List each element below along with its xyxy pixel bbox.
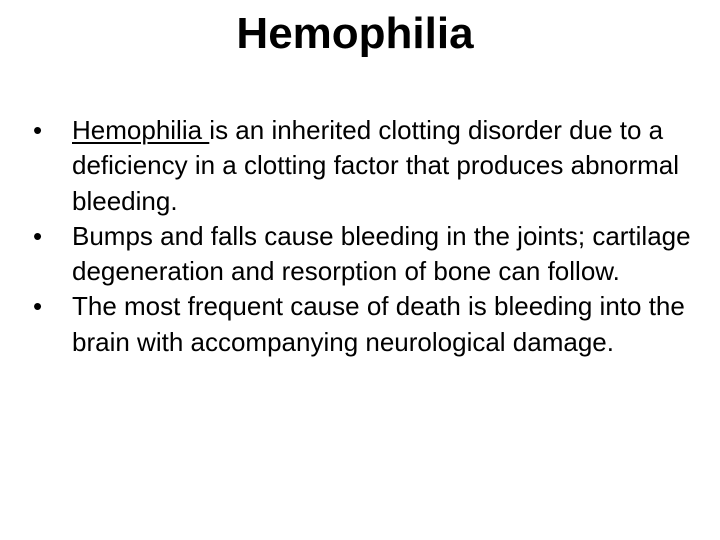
bullet-text: Bumps and falls cause bleeding in the joints; cartilage degeneration and resorption of bone can follow.	[72, 220, 691, 287]
bullet-item	[33, 289, 703, 360]
bullet-item	[33, 113, 703, 219]
term-hemophilia: Hemophilia	[72, 115, 210, 145]
bullet-text: is an inherited clotting disorder due to a deficiency in a clotting factor that produces abnormal bleeding.	[72, 115, 680, 216]
bullet-marker: •	[33, 291, 43, 322]
bullet-list	[33, 113, 703, 360]
bullet-item	[33, 219, 703, 290]
bullet-marker: •	[33, 220, 43, 251]
bullet-text: The most frequent cause of death is bleeding into the brain with accompanying neurological damage.	[72, 291, 685, 357]
bullet-marker: •	[33, 115, 43, 145]
slide-title: Hemophilia	[236, 9, 474, 58]
